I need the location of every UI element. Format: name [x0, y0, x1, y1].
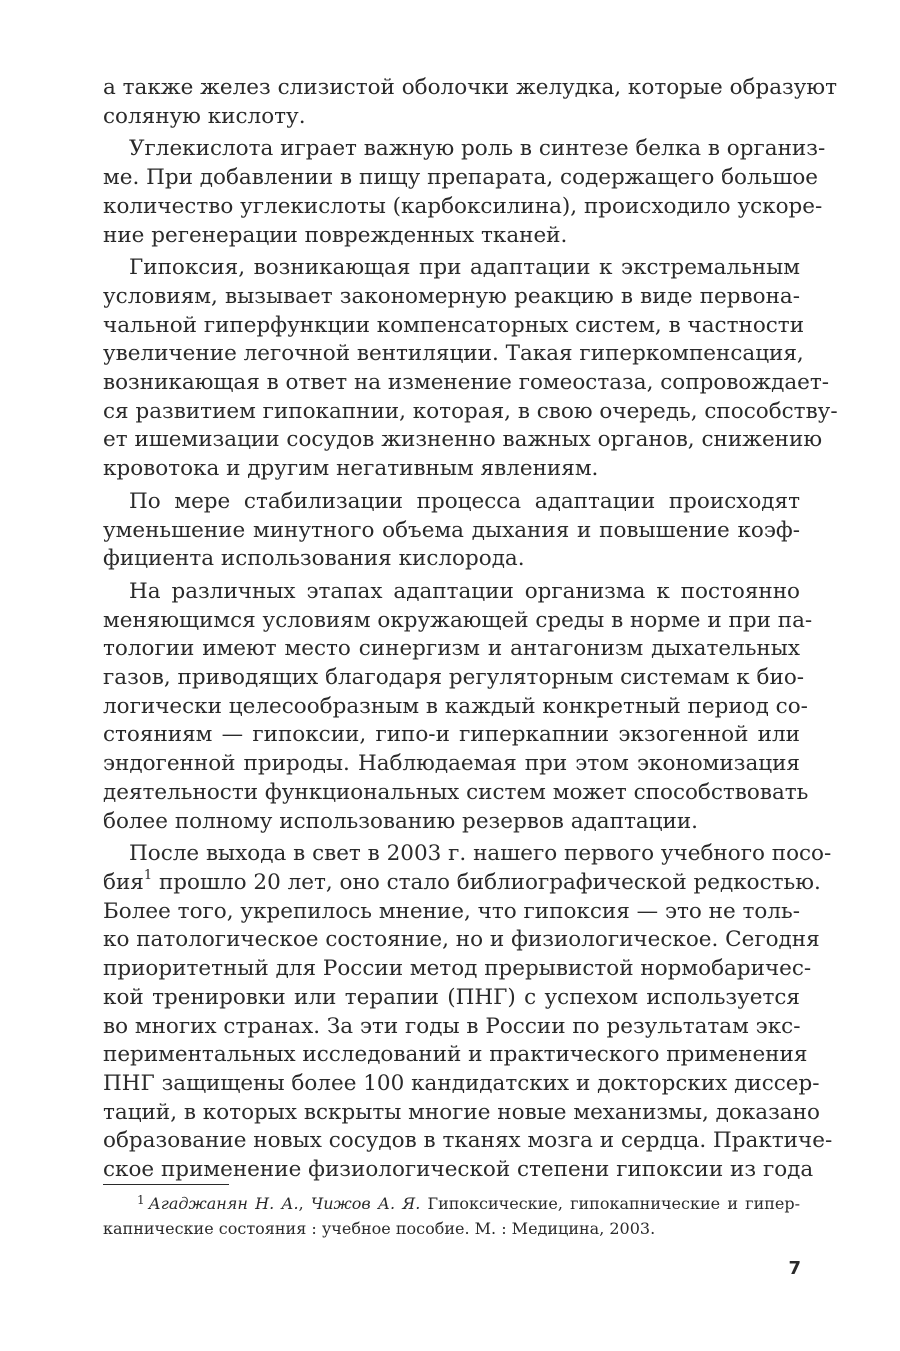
text-line: уменьшение минутного объема дыхания и повышение коэф-: [103, 517, 800, 543]
body-text: [103, 74, 838, 1185]
text-line: По мере стабилизации процесса адаптации происходят: [129, 488, 800, 514]
text-line: во многих странах. За эти годы в России по результатам экс-: [103, 1013, 801, 1039]
text-line: возникающая в ответ на изменение гомеостаза, сопровождает-: [103, 370, 830, 396]
text-line: На различных этапах адаптации организма к постоянно: [129, 578, 800, 604]
footnote-reference: 1: [143, 867, 153, 883]
paragraph-2: [103, 135, 826, 250]
text-line: кровотока и другим негативным явлениям.: [103, 456, 599, 482]
text-line: Углекислота играет важную роль в синтезе белка в организ-: [129, 136, 826, 162]
paragraph-3: [103, 254, 838, 484]
text-line: Более того, укрепилось мнение, что гипоксия — это не толь-: [103, 898, 801, 924]
footnote: [103, 1192, 800, 1241]
text-line: тологии имеют место синергизм и антагонизм дыхательных: [103, 636, 800, 662]
text-line: ме. При добавлении в пищу препарата, содержащего большое: [103, 165, 819, 191]
text-line: а также желез слизистой оболочки желудка, которые образуют: [103, 75, 838, 100]
text-line: ское применение физиологической степени гипоксии из года: [103, 1157, 814, 1183]
text-line: ся развитием гипокапнии, которая, в свою очередь, способству-: [103, 398, 838, 424]
text-line: соляную кислоту.: [103, 103, 306, 129]
text-line-with-footnote-ref: [103, 867, 821, 898]
footnote-separator: ,: [298, 1194, 311, 1213]
text-line: условиям, вызывает закономерную реакцию в виде первона-: [103, 283, 800, 309]
text-line: кой тренировки или терапии (ПНГ) с успехом используется: [103, 984, 800, 1010]
paragraph-6: [103, 840, 833, 1184]
page-number: 7: [788, 1258, 801, 1279]
text-line: ко патологическое состояние, но и физиологическое. Сегодня: [103, 927, 820, 953]
text-line: После выхода в свет в 2003 г. нашего первого учебного посо-: [129, 841, 832, 867]
text-line: чальной гиперфункции компенсаторных систем, в частности: [103, 312, 805, 338]
text-fragment: прошло 20 лет, оно стало библиографической редкостью.: [152, 869, 821, 895]
text-line: количество углекислоты (карбоксилина), происходило ускоре-: [103, 193, 823, 219]
text-fragment: бия: [103, 869, 144, 895]
text-line: таций, в которых вскрыты многие новые механизмы, доказано: [103, 1099, 820, 1125]
footnote-line: [103, 1192, 800, 1217]
footnote-line: капнические состояния : учебное пособие. М. : Медицина, 2003.: [103, 1219, 656, 1238]
footnote-author: Чижов А. Я.: [310, 1194, 421, 1213]
text-line: эндогенной природы. Наблюдаемая при этом экономизация: [103, 751, 800, 777]
paragraph-5: [103, 578, 813, 836]
text-line: приоритетный для России метод прерывистой нормобаричес-: [103, 956, 812, 982]
text-line: меняющимся условиям окружающей среды в норме и при па-: [103, 607, 813, 633]
text-line: ние регенерации поврежденных тканей.: [103, 222, 568, 248]
text-line: ПНГ защищены более 100 кандидатских и докторских диссер-: [103, 1070, 820, 1096]
paragraph-1: [103, 74, 838, 131]
text-line: периментальных исследований и практического применения: [103, 1042, 808, 1068]
footnote-author: Агаджанян Н. А.: [148, 1194, 299, 1213]
footnote-marker: 1: [137, 1193, 145, 1207]
text-line: логически целесообразным в каждый конкретный период со-: [103, 693, 808, 719]
footnote-text: Гипоксические, гипокапнические и гипер-: [420, 1194, 801, 1213]
paragraph-4: [103, 488, 800, 574]
text-line: ет ишемизации сосудов жизненно важных органов, снижению: [103, 427, 823, 453]
text-line: деятельности функциональных систем может способствовать: [103, 779, 809, 805]
text-line: стояниям — гипоксии, гипо-и гиперкапнии экзогенной или: [103, 722, 800, 748]
text-line: более полному использованию резервов адаптации.: [103, 808, 698, 834]
text-line: газов, приводящих благодаря регуляторным системам к био-: [103, 665, 805, 691]
footnote-divider: [103, 1184, 229, 1185]
text-line: увеличение легочной вентиляции. Такая гиперкомпенсация,: [103, 341, 804, 367]
text-line: Гипоксия, возникающая при адаптации к экстремальным: [129, 255, 800, 281]
text-line: фициента использования кислорода.: [103, 546, 525, 572]
text-line: образование новых сосудов в тканях мозга и сердца. Практиче-: [103, 1128, 833, 1154]
